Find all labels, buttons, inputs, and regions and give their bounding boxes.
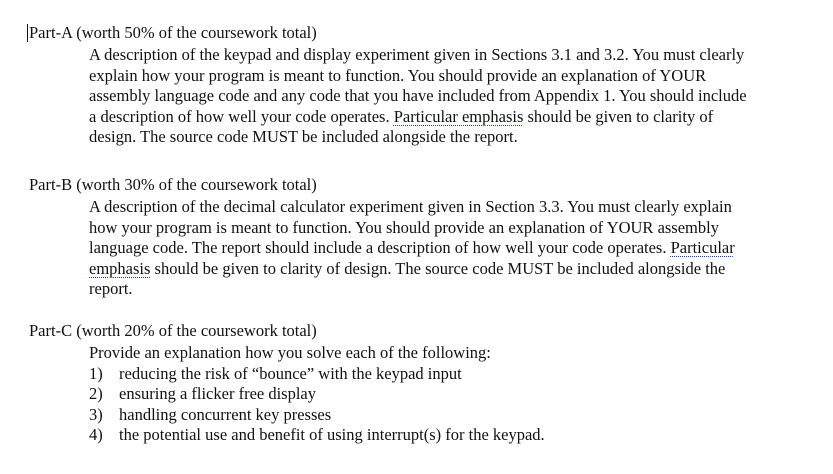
part-b-line-1: A description of the decimal calculator experiment given in Section 3.3. You must clearly explain	[89, 197, 732, 216]
part-a-line-4	[89, 107, 829, 128]
list-item-text: handling concurrent key presses	[119, 404, 332, 424]
list-item-number: 2)	[89, 384, 103, 403]
part-c-intro: Provide an explanation how you solve each of the following:	[89, 343, 491, 362]
part-b-line-5: report.	[89, 279, 133, 298]
text-cursor	[27, 24, 28, 42]
part-b-line-3	[89, 238, 829, 259]
part-a-line-5: design. The source code MUST be included alongside the report.	[89, 127, 518, 146]
part-c-list	[89, 343, 829, 446]
part-b-paragraph	[89, 197, 829, 300]
list-item-number: 3)	[89, 404, 103, 424]
part-a-line-2: explain how your program is meant to function. You should provide an explanation of YOUR	[89, 65, 707, 85]
part-b-heading: Part-B (worth 30% of the coursework total)	[29, 175, 317, 194]
list-item-number: 1)	[89, 363, 103, 383]
list-item	[89, 405, 829, 426]
part-b-grammar-marked-text-2[interactable]: emphasis	[89, 258, 151, 278]
part-b-line-4-end: should be given to clarity of design. The source code MUST be included alongside the	[150, 258, 726, 278]
list-item-text: ensuring a flicker free display	[119, 384, 317, 403]
part-b-line-3-start: language code. The report should include a description of how well your code operates.	[89, 238, 671, 257]
part-b-grammar-marked-text-1[interactable]: Particular	[670, 238, 735, 257]
part-b-line-2: how your program is meant to function. You should provide an explanation of YOUR assembly	[89, 217, 719, 237]
list-item-text: the potential use and benefit of using interrupt(s) for the keypad.	[119, 425, 545, 444]
list-item	[89, 384, 829, 405]
list-item-number: 4)	[89, 425, 103, 444]
part-a-line-4-end: should be given to clarity of	[523, 106, 714, 126]
list-item	[89, 425, 829, 446]
part-a-line-1: A description of the keypad and display experiment given in Sections 3.1 and 3.2. You must clearly	[89, 45, 745, 64]
part-a-heading: Part-A (worth 50% of the coursework total)	[29, 23, 317, 42]
part-b-line-4	[89, 259, 829, 280]
list-item-text: reducing the risk of “bounce” with the keypad input	[119, 363, 462, 383]
list-item	[89, 364, 829, 385]
part-c-heading: Part-C (worth 20% of the coursework total)	[29, 321, 317, 340]
part-a-line-3: assembly language code and any code that you have included from Appendix 1. You should include	[89, 86, 747, 105]
part-a-grammar-marked-text[interactable]: Particular emphasis	[393, 106, 524, 126]
part-a-line-4-start: a description of how well your code operates.	[89, 106, 394, 126]
part-a-paragraph	[89, 45, 829, 148]
